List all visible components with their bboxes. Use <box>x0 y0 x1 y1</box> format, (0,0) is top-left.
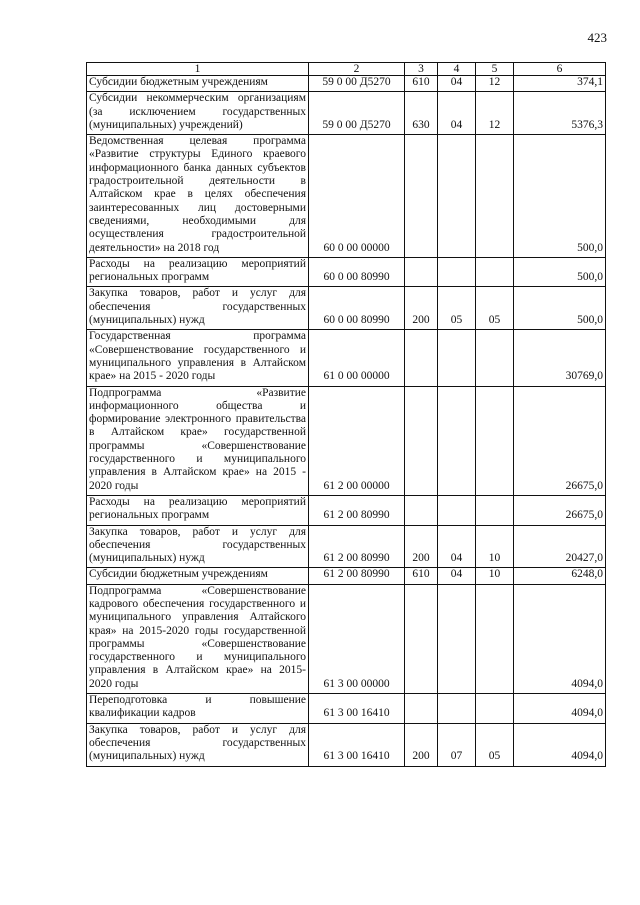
table-row <box>87 584 606 693</box>
subsection-cell: 05 <box>476 723 514 766</box>
amount-cell: 26675,0 <box>514 386 606 495</box>
expense-name-cell: Ведомственная целевая программа «Развитие структуры Единого краевого информационного банка данных субъектов градостроительной деятельности в Алтайском крае в целях обеспечения заинтересованных лиц достоверными сведениями, необходимыми для осуществления градостроительной деятельности» на 2018 год <box>87 135 309 258</box>
table-row <box>87 386 606 495</box>
expense-name-cell: Переподготовка и повышение квалификации кадров <box>87 694 309 724</box>
amount-cell: 4094,0 <box>514 584 606 693</box>
budget-table <box>86 62 606 767</box>
amount-cell: 26675,0 <box>514 495 606 525</box>
expense-type-cell <box>405 386 438 495</box>
subsection-cell <box>476 135 514 258</box>
subsection-cell <box>476 694 514 724</box>
table-row <box>87 92 606 135</box>
subsection-cell <box>476 495 514 525</box>
column-header: 1 <box>87 63 309 76</box>
column-header: 3 <box>405 63 438 76</box>
expense-name-cell: Государственная программа «Совершенствование государственного и муниципального управления в Алтайском крае» на 2015 - 2020 годы <box>87 330 309 386</box>
column-header: 6 <box>514 63 606 76</box>
amount-cell: 5376,3 <box>514 92 606 135</box>
table-row <box>87 568 606 584</box>
column-header: 2 <box>309 63 405 76</box>
expense-type-cell <box>405 495 438 525</box>
subsection-cell: 10 <box>476 525 514 568</box>
expense-name-cell: Субсидии бюджетным учреждениям <box>87 76 309 92</box>
expense-type-cell: 630 <box>405 92 438 135</box>
section-cell <box>438 584 476 693</box>
target-code-cell: 60 0 00 00000 <box>309 135 405 258</box>
table-row <box>87 330 606 386</box>
section-cell <box>438 330 476 386</box>
page-number: 423 <box>587 30 607 45</box>
table-row <box>87 723 606 766</box>
subsection-cell <box>476 330 514 386</box>
section-cell <box>438 386 476 495</box>
table-row <box>87 76 606 92</box>
expense-type-cell <box>405 694 438 724</box>
amount-cell: 30769,0 <box>514 330 606 386</box>
amount-cell: 4094,0 <box>514 694 606 724</box>
subsection-cell <box>476 386 514 495</box>
subsection-cell: 05 <box>476 287 514 330</box>
expense-name-cell: Расходы на реализацию мероприятий региональных программ <box>87 495 309 525</box>
expense-type-cell: 610 <box>405 76 438 92</box>
section-cell: 07 <box>438 723 476 766</box>
target-code-cell: 60 0 00 80990 <box>309 257 405 287</box>
target-code-cell: 61 3 00 16410 <box>309 694 405 724</box>
expense-type-cell <box>405 257 438 287</box>
amount-cell: 20427,0 <box>514 525 606 568</box>
target-code-cell: 59 0 00 Д5270 <box>309 76 405 92</box>
expense-name-cell: Закупка товаров, работ и услуг для обеспечения государственных (муниципальных) нужд <box>87 525 309 568</box>
table-row <box>87 694 606 724</box>
section-cell <box>438 257 476 287</box>
subsection-cell: 10 <box>476 568 514 584</box>
amount-cell: 374,1 <box>514 76 606 92</box>
table-header-row <box>87 63 606 76</box>
expense-name-cell: Субсидии бюджетным учреждениям <box>87 568 309 584</box>
expense-type-cell <box>405 135 438 258</box>
expense-name-cell: Расходы на реализацию мероприятий региональных программ <box>87 257 309 287</box>
table-row <box>87 257 606 287</box>
subsection-cell <box>476 257 514 287</box>
expense-name-cell: Субсидии некоммерческим организациям (за исключением государственных (муниципальных) учреждений) <box>87 92 309 135</box>
subsection-cell: 12 <box>476 76 514 92</box>
expense-type-cell: 200 <box>405 287 438 330</box>
section-cell <box>438 135 476 258</box>
subsection-cell <box>476 584 514 693</box>
section-cell <box>438 694 476 724</box>
amount-cell: 6248,0 <box>514 568 606 584</box>
expense-name-cell: Подпрограмма «Совершенствование кадрового обеспечения государственного и муниципального управления Алтайского края» на 2015-2020 годы государственной программы «Совершенствование государственного и муниципального управления в Алтайском крае» на 2015-2020 годы <box>87 584 309 693</box>
expense-type-cell <box>405 584 438 693</box>
subsection-cell: 12 <box>476 92 514 135</box>
amount-cell: 500,0 <box>514 257 606 287</box>
amount-cell: 500,0 <box>514 287 606 330</box>
target-code-cell: 61 3 00 00000 <box>309 584 405 693</box>
target-code-cell: 61 0 00 00000 <box>309 330 405 386</box>
target-code-cell: 61 2 00 80990 <box>309 568 405 584</box>
amount-cell: 4094,0 <box>514 723 606 766</box>
table-row <box>87 525 606 568</box>
target-code-cell: 61 2 00 00000 <box>309 386 405 495</box>
expense-name-cell: Закупка товаров, работ и услуг для обеспечения государственных (муниципальных) нужд <box>87 287 309 330</box>
table-row <box>87 495 606 525</box>
target-code-cell: 61 2 00 80990 <box>309 495 405 525</box>
amount-cell: 500,0 <box>514 135 606 258</box>
target-code-cell: 60 0 00 80990 <box>309 287 405 330</box>
column-header: 4 <box>438 63 476 76</box>
table-row <box>87 287 606 330</box>
table-row <box>87 135 606 258</box>
expense-type-cell <box>405 330 438 386</box>
section-cell: 05 <box>438 287 476 330</box>
expense-name-cell: Закупка товаров, работ и услуг для обеспечения государственных (муниципальных) нужд <box>87 723 309 766</box>
section-cell: 04 <box>438 568 476 584</box>
target-code-cell: 61 2 00 80990 <box>309 525 405 568</box>
expense-type-cell: 200 <box>405 525 438 568</box>
section-cell <box>438 495 476 525</box>
section-cell: 04 <box>438 76 476 92</box>
expense-type-cell: 610 <box>405 568 438 584</box>
target-code-cell: 59 0 00 Д5270 <box>309 92 405 135</box>
section-cell: 04 <box>438 92 476 135</box>
expense-name-cell: Подпрограмма «Развитие информационного общества и формирование электронного правительства в Алтайском крае» государственной программы «Совершенствование государственного и муниципального управления в Алтайском крае» на 2015 - 2020 годы <box>87 386 309 495</box>
column-header: 5 <box>476 63 514 76</box>
expense-type-cell: 200 <box>405 723 438 766</box>
section-cell: 04 <box>438 525 476 568</box>
target-code-cell: 61 3 00 16410 <box>309 723 405 766</box>
